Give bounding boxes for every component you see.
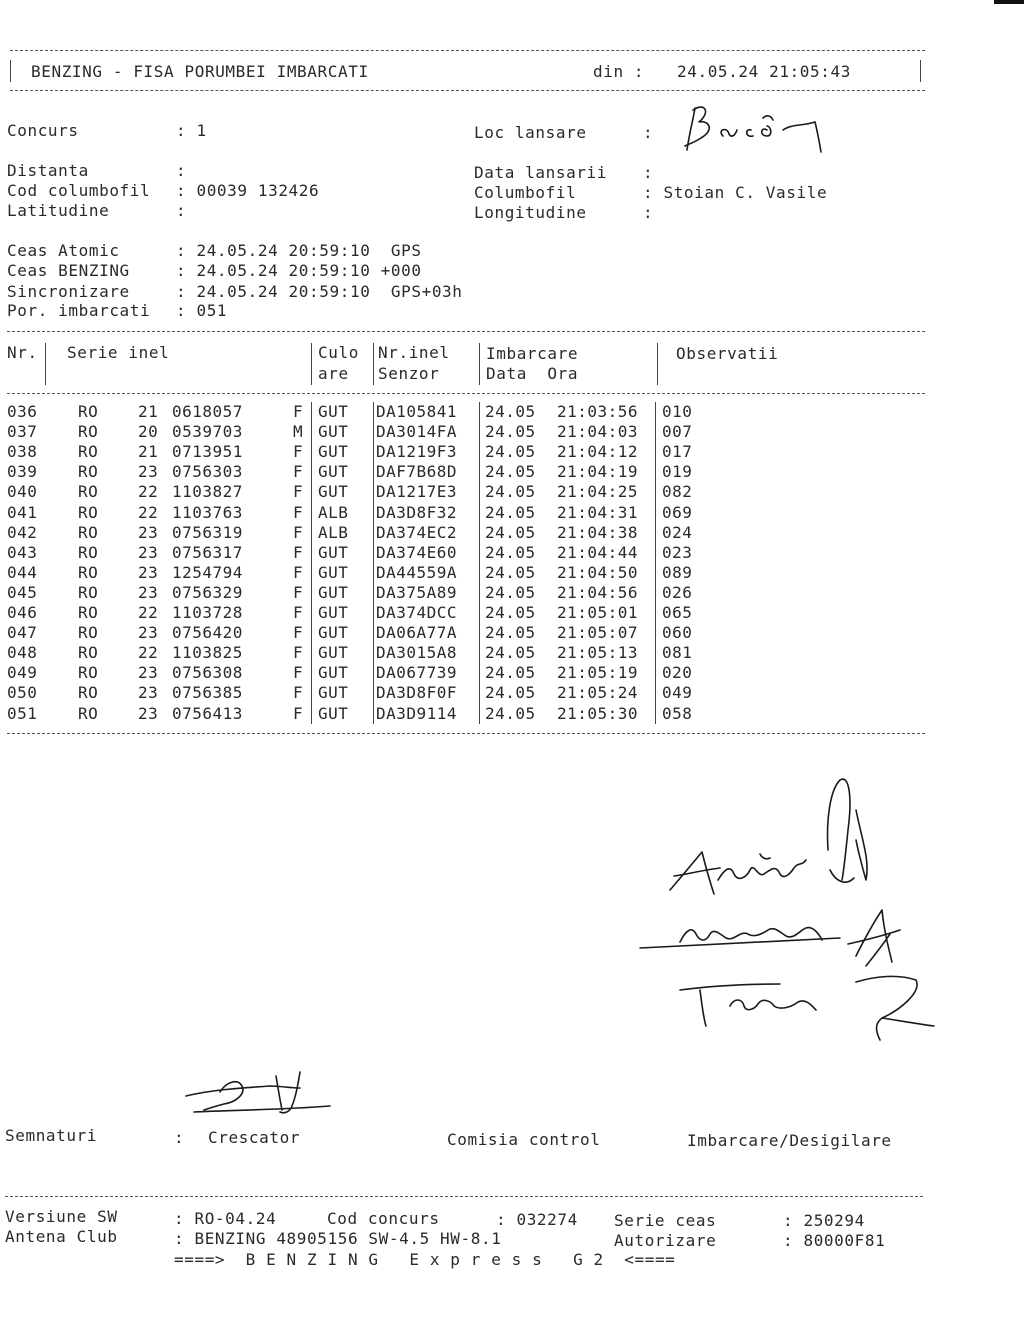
cell-culoare: GUT (318, 663, 349, 683)
cell-inel: 1103763 (172, 502, 243, 522)
header-left-border (10, 60, 11, 82)
loc-lansare-handwritten (675, 100, 835, 160)
cell-observatii: 023 (662, 542, 693, 562)
autorizare-value: : 80000F81 (783, 1231, 886, 1250)
cod-concurs-value: : 032274 (496, 1210, 578, 1229)
cell-inel: 0756303 (172, 462, 243, 482)
cell-ora: 21:05:07 (557, 623, 639, 643)
cell-inel: 0539703 (172, 422, 243, 442)
header-culoare-2: are (318, 364, 349, 383)
cell-tara: RO (78, 542, 99, 562)
semnaturi-label: Semnaturi (5, 1126, 98, 1145)
versiune-sw-label: Versiune SW (5, 1207, 118, 1226)
cell-data: 24.05 (485, 643, 536, 663)
col-divider (479, 402, 480, 724)
cell-tara: RO (78, 623, 99, 643)
header-observatii: Observatii (676, 344, 779, 363)
cell-inel: 0756317 (172, 542, 243, 562)
commission-signatures (630, 770, 950, 1050)
por-imbarcati-value: : 051 (176, 301, 228, 320)
cell-observatii: 026 (662, 582, 693, 602)
cell-ora: 21:04:44 (557, 542, 639, 562)
cell-nr: 038 (7, 442, 38, 462)
table-top-border (7, 331, 925, 332)
cell-culoare: ALB (318, 522, 349, 542)
cell-data: 24.05 (485, 603, 536, 622)
cell-senzor: DA44559A (376, 562, 458, 582)
header-imbarcare-1: Imbarcare (486, 344, 579, 363)
cell-sex: F (293, 402, 304, 421)
cell-culoare: GUT (318, 562, 349, 582)
cell-ora: 21:05:24 (557, 683, 639, 703)
comisia-control-label: Comisia control (447, 1130, 601, 1149)
cell-ora: 21:05:30 (557, 703, 639, 723)
semnaturi-sep: : (174, 1128, 185, 1147)
benzing-banner: ====> B E N Z I N G E x p r e s s G 2 <==== (174, 1250, 676, 1269)
cell-ora: 21:05:13 (557, 643, 639, 663)
cell-senzor: DA06A77A (376, 623, 458, 643)
crescator-signature (180, 1066, 340, 1126)
cell-data: 24.05 (485, 522, 536, 542)
cell-data: 24.05 (485, 482, 536, 502)
cell-senzor: DA1219F3 (376, 442, 458, 462)
cell-data: 24.05 (485, 422, 536, 442)
header-culoare-1: Culo (318, 343, 359, 362)
cell-senzor: DA3015A8 (376, 643, 458, 663)
cell-nr: 048 (7, 643, 38, 663)
concurs-label: Concurs (7, 121, 79, 140)
cell-data: 24.05 (485, 623, 536, 643)
cod-columbofil-label: Cod columbofil (7, 181, 151, 200)
cell-inel: 0756329 (172, 582, 243, 602)
antena-club-label: Antena Club (5, 1227, 118, 1246)
cell-sex: F (293, 643, 304, 663)
cell-tara: RO (78, 522, 99, 542)
cell-inel: 1103728 (172, 603, 243, 622)
cell-inel: 1103827 (172, 482, 243, 502)
cell-an: 22 (138, 603, 159, 622)
cell-nr: 043 (7, 542, 38, 562)
distanta-value: : (176, 161, 187, 180)
cell-nr: 050 (7, 683, 38, 703)
sincronizare-label: Sincronizare (7, 282, 130, 301)
cell-an: 23 (138, 542, 159, 562)
col-divider (655, 402, 656, 724)
header-bottom-border (10, 90, 925, 91)
cell-senzor: DA1217E3 (376, 482, 458, 502)
cell-an: 23 (138, 683, 159, 703)
cell-an: 21 (138, 402, 159, 421)
cell-tara: RO (78, 422, 99, 442)
col-divider (45, 343, 46, 385)
cell-nr: 045 (7, 582, 38, 602)
cell-culoare: GUT (318, 703, 349, 723)
cell-data: 24.05 (485, 442, 536, 462)
data-lansarii-value: : (643, 163, 654, 182)
cell-an: 20 (138, 422, 159, 442)
cell-nr: 049 (7, 663, 38, 683)
cell-nr: 042 (7, 522, 38, 542)
versiune-sw-value: : RO-04.24 (174, 1209, 277, 1228)
cell-senzor: DA3D8F32 (376, 502, 458, 522)
cell-sex: F (293, 683, 304, 703)
cell-data: 24.05 (485, 502, 536, 522)
col-divider (373, 343, 374, 385)
header-top-border (10, 50, 925, 51)
document-title: BENZING - FISA PORUMBEI IMBARCATI (31, 62, 369, 81)
col-divider (373, 402, 374, 724)
cell-inel: 1103825 (172, 643, 243, 663)
cell-observatii: 082 (662, 482, 693, 502)
cell-culoare: GUT (318, 582, 349, 602)
cell-data: 24.05 (485, 582, 536, 602)
table-header-separator (7, 393, 925, 394)
cell-culoare: GUT (318, 482, 349, 502)
footer-top-border (5, 1196, 923, 1197)
cell-inel: 1254794 (172, 562, 243, 582)
cell-sex: M (293, 422, 304, 442)
cell-sex: F (293, 603, 304, 622)
loc-lansare-label: Loc lansare (474, 123, 587, 142)
header-nr-inel-1: Nr.inel (378, 343, 450, 362)
col-divider (311, 343, 312, 385)
cell-an: 23 (138, 623, 159, 643)
cell-ora: 21:05:19 (557, 663, 639, 683)
cell-tara: RO (78, 703, 99, 723)
por-imbarcati-label: Por. imbarcati (7, 301, 151, 320)
autorizare-label: Autorizare (614, 1231, 717, 1250)
imbarcare-desigilare-label: Imbarcare/Desigilare (687, 1131, 892, 1150)
cell-ora: 21:05:01 (557, 603, 639, 622)
sincronizare-value: : 24.05.24 20:59:10 GPS+03h (176, 282, 463, 301)
cell-inel: 0756308 (172, 663, 243, 683)
cell-data: 24.05 (485, 683, 536, 703)
latitudine-value: : (176, 201, 187, 220)
cell-nr: 037 (7, 422, 38, 442)
cell-inel: 0756413 (172, 703, 243, 723)
cell-culoare: GUT (318, 643, 349, 663)
header-imbarcare-2: Data Ora (486, 364, 579, 383)
cell-an: 23 (138, 582, 159, 602)
ceas-benzing-label: Ceas BENZING (7, 261, 130, 280)
cell-ora: 21:04:56 (557, 582, 639, 602)
cell-ora: 21:04:12 (557, 442, 639, 462)
cell-data: 24.05 (485, 562, 536, 582)
cell-an: 22 (138, 643, 159, 663)
serie-ceas-value: : 250294 (783, 1211, 865, 1230)
cod-concurs-label: Cod concurs (327, 1209, 440, 1228)
cell-observatii: 081 (662, 643, 693, 663)
cell-tara: RO (78, 643, 99, 663)
cell-observatii: 017 (662, 442, 693, 462)
cell-sex: F (293, 522, 304, 542)
cell-culoare: GUT (318, 623, 349, 643)
cell-sex: F (293, 582, 304, 602)
cell-sex: F (293, 542, 304, 562)
cell-ora: 21:04:03 (557, 422, 639, 442)
cell-observatii: 024 (662, 522, 693, 542)
cell-nr: 046 (7, 603, 38, 622)
cell-data: 24.05 (485, 703, 536, 723)
cod-columbofil-value: : 00039 132426 (176, 181, 320, 200)
cell-an: 21 (138, 442, 159, 462)
longitudine-value: : (643, 203, 654, 222)
cell-tara: RO (78, 582, 99, 602)
cell-observatii: 065 (662, 603, 693, 622)
cell-observatii: 060 (662, 623, 693, 643)
loc-lansare-sep: : (643, 123, 654, 142)
cell-culoare: ALB (318, 502, 349, 522)
cell-senzor: DA374E60 (376, 542, 458, 562)
crescator-label: Crescator (208, 1128, 301, 1147)
cell-observatii: 049 (662, 683, 693, 703)
cell-sex: F (293, 462, 304, 482)
cell-inel: 0756385 (172, 683, 243, 703)
ceas-atomic-label: Ceas Atomic (7, 241, 120, 260)
cell-ora: 21:04:50 (557, 562, 639, 582)
cell-tara: RO (78, 482, 99, 502)
cell-nr: 041 (7, 502, 38, 522)
cell-sex: F (293, 502, 304, 522)
cell-sex: F (293, 663, 304, 683)
columbofil-label: Columbofil (474, 183, 577, 202)
cell-tara: RO (78, 462, 99, 482)
cell-an: 23 (138, 663, 159, 683)
distanta-label: Distanta (7, 161, 89, 180)
ceas-benzing-value: : 24.05.24 20:59:10 +000 (176, 261, 422, 280)
header-nr-inel-2: Senzor (378, 364, 440, 383)
cell-sex: F (293, 442, 304, 462)
cell-senzor: DA374EC2 (376, 522, 458, 542)
cell-data: 24.05 (485, 402, 536, 421)
cell-tara: RO (78, 502, 99, 522)
antena-club-value: : BENZING 48905156 SW-4.5 HW-8.1 (174, 1229, 502, 1248)
cell-observatii: 019 (662, 462, 693, 482)
cell-culoare: GUT (318, 542, 349, 562)
header-right-border (920, 60, 921, 82)
cell-inel: 0756319 (172, 522, 243, 542)
table-bottom-border (7, 733, 925, 734)
cell-ora: 21:04:25 (557, 482, 639, 502)
cell-nr: 039 (7, 462, 38, 482)
cell-an: 23 (138, 562, 159, 582)
cell-an: 22 (138, 482, 159, 502)
scan-edge-mark (994, 0, 1024, 4)
cell-culoare: GUT (318, 603, 349, 622)
cell-culoare: GUT (318, 683, 349, 703)
cell-ora: 21:04:38 (557, 522, 639, 542)
cell-observatii: 069 (662, 502, 693, 522)
cell-an: 23 (138, 522, 159, 542)
cell-observatii: 089 (662, 562, 693, 582)
cell-data: 24.05 (485, 542, 536, 562)
cell-data: 24.05 (485, 462, 536, 482)
cell-tara: RO (78, 663, 99, 683)
ceas-atomic-value: : 24.05.24 20:59:10 GPS (176, 241, 422, 260)
cell-senzor: DAF7B68D (376, 462, 458, 482)
cell-tara: RO (78, 683, 99, 703)
cell-observatii: 010 (662, 402, 693, 421)
cell-tara: RO (78, 562, 99, 582)
cell-nr: 047 (7, 623, 38, 643)
cell-ora: 21:04:31 (557, 502, 639, 522)
cell-tara: RO (78, 442, 99, 462)
serie-ceas-label: Serie ceas (614, 1211, 717, 1230)
din-label: din : (593, 62, 645, 81)
cell-sex: F (293, 703, 304, 723)
cell-data: 24.05 (485, 663, 536, 683)
cell-ora: 21:03:56 (557, 402, 639, 421)
cell-tara: RO (78, 402, 99, 421)
cell-nr: 036 (7, 402, 38, 421)
longitudine-label: Longitudine (474, 203, 587, 222)
cell-an: 23 (138, 462, 159, 482)
cell-observatii: 007 (662, 422, 693, 442)
cell-senzor: DA3D8F0F (376, 683, 458, 703)
cell-an: 23 (138, 703, 159, 723)
col-divider (311, 402, 312, 724)
cell-senzor: DA3D9114 (376, 703, 458, 723)
cell-nr: 044 (7, 562, 38, 582)
cell-senzor: DA3014FA (376, 422, 458, 442)
din-timestamp: 24.05.24 21:05:43 (677, 62, 851, 81)
cell-sex: F (293, 562, 304, 582)
cell-observatii: 058 (662, 703, 693, 723)
cell-senzor: DA374DCC (376, 603, 458, 622)
cell-culoare: GUT (318, 422, 349, 442)
cell-senzor: DA105841 (376, 402, 458, 421)
cell-nr: 040 (7, 482, 38, 502)
cell-an: 22 (138, 502, 159, 522)
cell-inel: 0713951 (172, 442, 243, 462)
cell-culoare: GUT (318, 402, 349, 421)
cell-tara: RO (78, 603, 99, 622)
cell-sex: F (293, 623, 304, 643)
col-divider (657, 343, 658, 385)
cell-sex: F (293, 482, 304, 502)
cell-inel: 0618057 (172, 402, 243, 421)
cell-ora: 21:04:19 (557, 462, 639, 482)
concurs-value: : 1 (176, 121, 207, 140)
cell-culoare: GUT (318, 442, 349, 462)
cell-senzor: DA067739 (376, 663, 458, 683)
cell-culoare: GUT (318, 462, 349, 482)
cell-inel: 0756420 (172, 623, 243, 643)
data-lansarii-label: Data lansarii (474, 163, 608, 182)
header-nr: Nr. (7, 343, 38, 362)
header-serie-inel: Serie inel (67, 343, 170, 362)
cell-senzor: DA375A89 (376, 582, 458, 602)
cell-observatii: 020 (662, 663, 693, 683)
cell-nr: 051 (7, 703, 38, 723)
latitudine-label: Latitudine (7, 201, 110, 220)
columbofil-value: : Stoian C. Vasile (643, 183, 828, 202)
col-divider (479, 343, 480, 385)
